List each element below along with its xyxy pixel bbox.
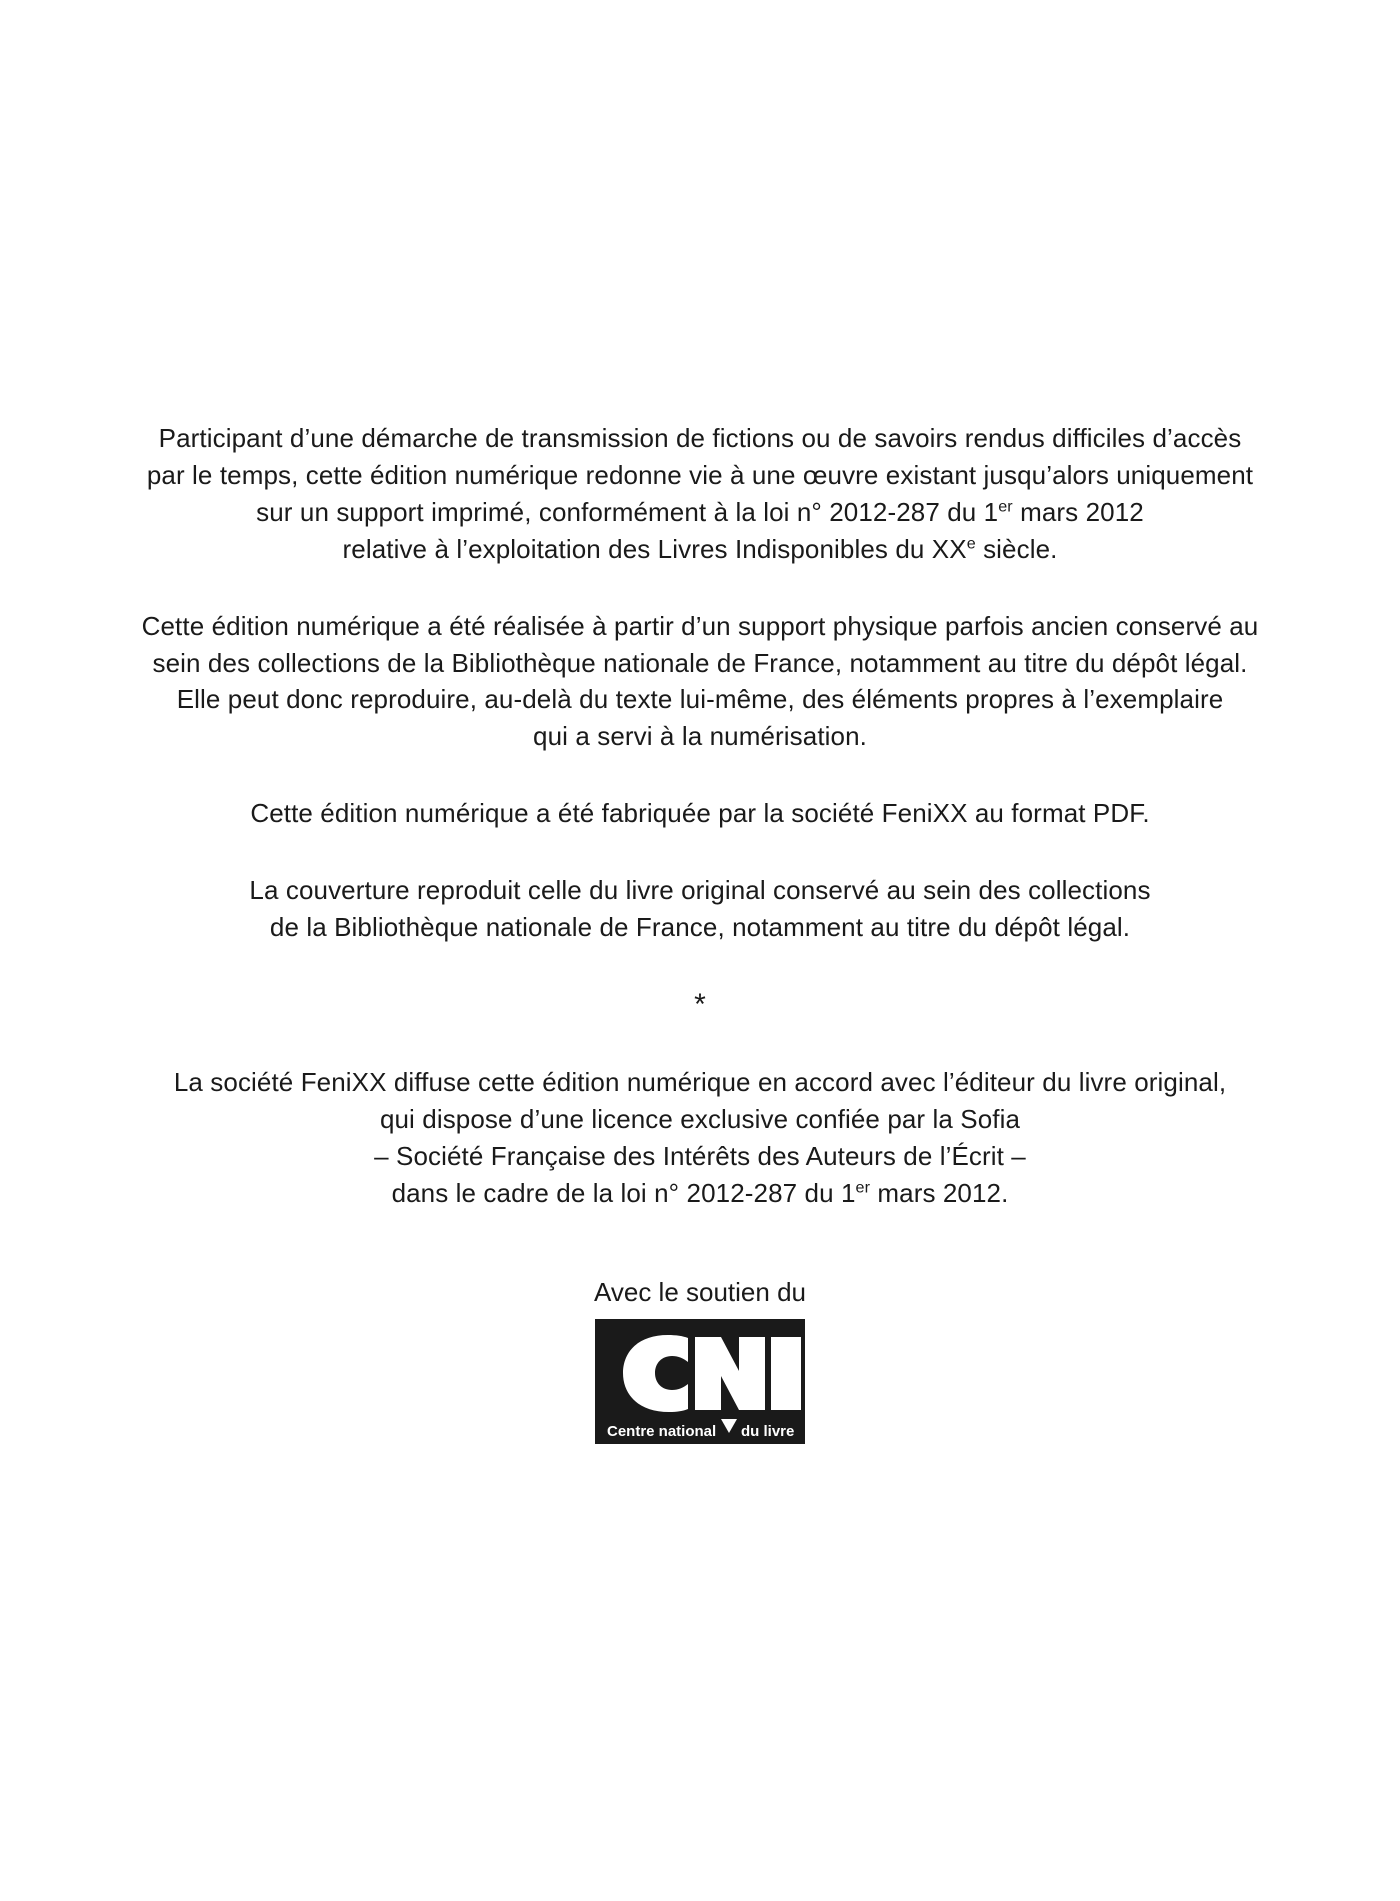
text-line: Cette édition numérique a été réalisée à partir d’un support physique parfois ancien conservé au bbox=[141, 610, 1259, 641]
cnl-logo-icon bbox=[595, 1319, 805, 1444]
text-line: Participant d’une démarche de transmission de fictions ou de savoirs rendus difficiles d’accès bbox=[158, 423, 1242, 453]
support-label: Avec le soutien du bbox=[594, 1276, 806, 1307]
support-block bbox=[0, 1276, 1400, 1445]
ordinal-suffix: er bbox=[998, 497, 1013, 516]
text-line: relative à l’exploitation des Livres Indisponibles du XXe siècle. bbox=[342, 533, 1058, 564]
text-line: La couverture reproduit celle du livre original conservé au sein des collections bbox=[249, 875, 1151, 906]
cnl-tagline-right: du livre bbox=[741, 1423, 795, 1441]
document-body bbox=[0, 420, 1400, 1444]
text-line: qui a servi à la numérisation. bbox=[533, 721, 867, 752]
text-line: de la Bibliothèque nationale de France, notamment au titre du dépôt légal. bbox=[269, 912, 1131, 943]
paragraph-fabrication bbox=[140, 795, 1260, 832]
text-line: – Société Française des Intérêts des Auteurs de l’Écrit – bbox=[374, 1140, 1026, 1171]
paragraph-transmission bbox=[140, 420, 1260, 568]
text-line: Elle peut donc reproduire, au-delà du texte lui-même, des éléments propres à l’exemplaire bbox=[176, 684, 1224, 715]
text-line: qui dispose d’une licence exclusive confiée par la Sofia bbox=[379, 1103, 1021, 1134]
logo-container bbox=[0, 1319, 1400, 1444]
ordinal-suffix: e bbox=[966, 534, 976, 553]
paragraph-support-physique bbox=[140, 608, 1260, 756]
section-separator: * bbox=[694, 987, 706, 1021]
text-line: La société FeniXX diffuse cette édition numérique en accord avec l’éditeur du livre original, bbox=[173, 1066, 1227, 1097]
cnl-tagline-left: Centre national bbox=[607, 1423, 717, 1441]
text-line: par le temps, cette édition numérique redonne vie à une œuvre existant jusqu’alors uniquement bbox=[146, 459, 1254, 490]
text-line: sein des collections de la Bibliothèque nationale de France, notamment au titre du dépôt légal. bbox=[152, 647, 1248, 678]
text-line: sur un support imprimé, conformément à la loi n° 2012-287 du 1er mars 2012 bbox=[256, 496, 1144, 527]
ordinal-suffix: er bbox=[855, 1178, 871, 1197]
paragraph-diffusion bbox=[140, 1064, 1260, 1212]
text-line: Cette édition numérique a été fabriquée par la société FeniXX au format PDF. bbox=[250, 798, 1150, 829]
paragraph-couverture bbox=[140, 872, 1260, 946]
text-line: dans le cadre de la loi n° 2012-287 du 1er mars 2012. bbox=[391, 1177, 1009, 1208]
